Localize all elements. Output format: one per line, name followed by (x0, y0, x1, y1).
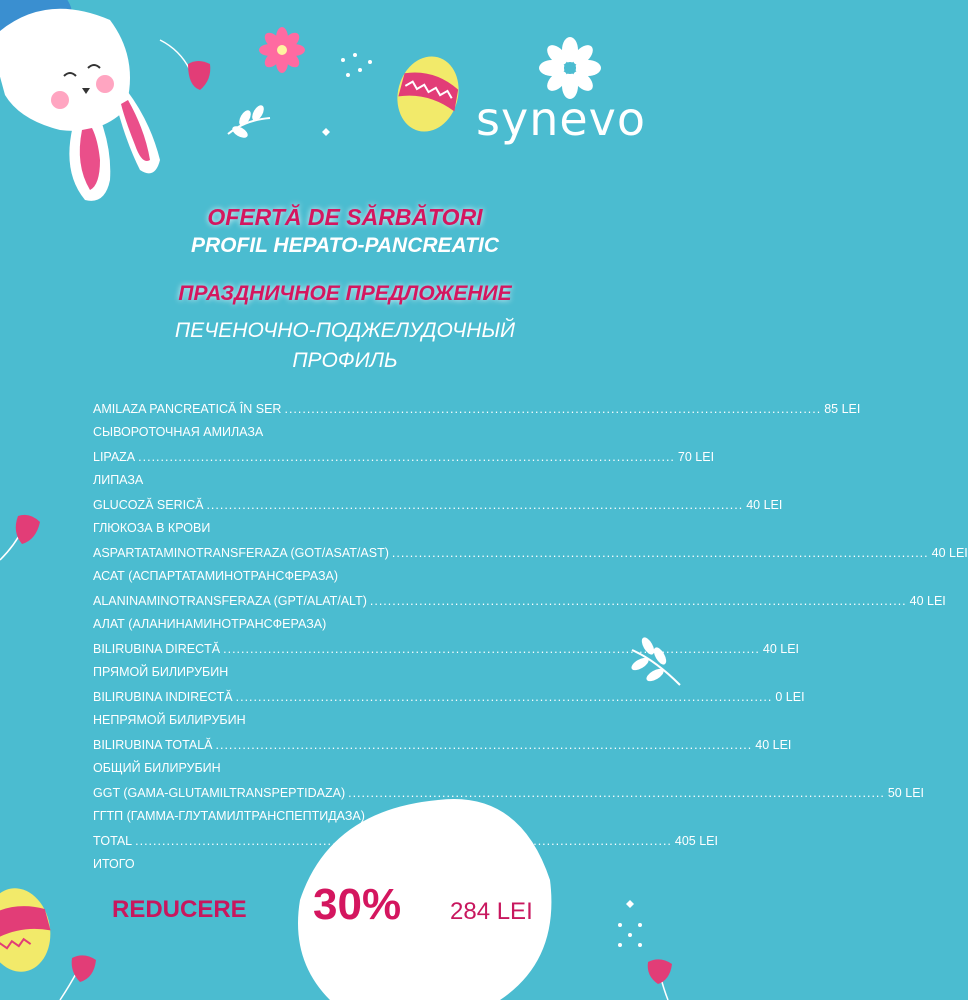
test-name-ru: ПРЯМОЙ БИЛИРУБИН (93, 665, 229, 679)
total-label-ro: TOTAL (93, 834, 133, 848)
list-item: BILIRUBINA TOTALĂ ........................................................................................................................ 40 LEI ОБЩИЙ БИЛИРУБИН (93, 738, 589, 786)
brand-name: synevo (476, 92, 647, 146)
test-name-ro: GGT (GAMA-GLUTAMILTRANSPEPTIDAZA) (93, 786, 346, 800)
test-name-ro: LIPAZA (93, 450, 136, 464)
test-price: 40 LEI (755, 738, 792, 752)
discounted-price: 284 LEI (450, 898, 533, 925)
list-item: LIPAZA ........................................................................................................................ 70 LEI ЛИПАЗА (93, 450, 589, 498)
test-name-ro: BILIRUBINA DIRECTĂ (93, 642, 221, 656)
tulip-icon (160, 40, 210, 90)
test-name-ru: АСАТ (АСПАРТАТАМИНОТРАНСФЕРАЗА) (93, 569, 339, 583)
test-name-ru: НЕПРЯМОЙ БИЛИРУБИН (93, 713, 246, 727)
tulip-icon (648, 959, 672, 1000)
list-item: ALANINAMINOTRANSFERAZA (GPT/ALAT/ALT) ........................................................................................................................ 40 LEI АЛАТ (АЛАНИНАМИНОТРАНСФЕРАЗА) (93, 594, 589, 642)
discount-percent: 30% (313, 880, 402, 929)
price-list (93, 402, 968, 882)
test-name-ro: AMILAZA PANCREATICĂ ÎN SER (93, 402, 282, 416)
list-item: BILIRUBINA INDIRECTĂ ........................................................................................................................ 0 LEI НЕПРЯМОЙ БИЛИРУБИН (93, 690, 589, 738)
profile-title-ro: PROFIL HEPATO-PANCREATIC (190, 234, 499, 257)
easter-egg-icon (0, 883, 57, 977)
test-price: 40 LEI (746, 498, 783, 512)
total-price: 405 LEI (674, 834, 718, 848)
list-item: ASPARTATAMINOTRANSFERAZA (GOT/ASAT/AST) ........................................................................................................................ 40 LEI АСАТ (АСПАРТАТАМИНОТРАНСФЕРАЗА) (93, 546, 589, 594)
offer-title-ru: ПРАЗДНИЧНОЕ ПРЕДЛОЖЕНИЕ (178, 282, 512, 305)
leaf-sprig-icon (228, 104, 270, 139)
test-price: 40 LEI (931, 546, 968, 560)
test-price: 85 LEI (824, 402, 861, 416)
tulip-icon (60, 955, 96, 1000)
test-name-ru: СЫВОРОТОЧНАЯ АМИЛАЗА (93, 425, 264, 439)
list-item: BILIRUBINA DIRECTĂ ........................................................................................................................ 40 LEI ПРЯМОЙ БИЛИРУБИН (93, 642, 589, 690)
tulip-icon (0, 515, 40, 560)
test-name-ro: BILIRUBINA INDIRECTĂ (93, 690, 233, 704)
test-name-ru: ОБЩИЙ БИЛИРУБИН (93, 761, 221, 775)
total-label-ru: ИТОГО (93, 857, 135, 871)
easter-egg-icon (389, 50, 467, 139)
test-price: 40 LEI (762, 642, 800, 656)
profile-title-ru: ПЕЧЕНОЧНО-ПОДЖЕЛУДОЧНЫЙ ПРОФИЛЬ (174, 319, 516, 372)
test-price: 0 LEI (775, 690, 805, 704)
flower-icon (259, 27, 305, 73)
test-name-ru: АЛАТ (АЛАНИНАМИНОТРАНСФЕРАЗА) (93, 617, 327, 631)
test-name-ro: GLUCOZĂ SERICĂ (93, 498, 204, 512)
test-price: 70 LEI (677, 450, 715, 464)
offer-title-ro: OFERTĂ DE SĂRBĂTORI (207, 204, 483, 230)
test-name-ru: ЛИПАЗА (93, 473, 144, 487)
test-name-ro: BILIRUBINA TOTALĂ (93, 738, 213, 752)
total-row: TOTAL ........................................................................................................................ 405 LEI ИТОГО (93, 834, 589, 882)
list-item: GLUCOZĂ SERICĂ ........................................................................................................................ 40 LEI ГЛЮКОЗА В КРОВИ (93, 498, 589, 546)
discount-label: REDUCERE (112, 896, 247, 923)
test-name-ro: ALANINAMINOTRANSFERAZA (GPT/ALAT/ALT) (93, 594, 367, 608)
bunny-illustration (0, 0, 160, 201)
list-item: AMILAZA PANCREATICĂ ÎN SER ........................................................................................................................ 85 LEI СЫВОРОТОЧНАЯ АМИЛАЗА (93, 402, 589, 450)
test-name-ru: ГГТП (ГАММА-ГЛУТАМИЛТРАНСПЕПТИДАЗА) (93, 809, 365, 823)
test-name-ru: ГЛЮКОЗА В КРОВИ (93, 521, 211, 535)
test-price: 50 LEI (887, 786, 924, 800)
test-name-ro: ASPARTATAMINOTRANSFERAZA (GOT/ASAT/AST) (93, 546, 389, 560)
list-item: GGT (GAMA-GLUTAMILTRANSPEPTIDAZA) ........................................................................................................................ 50 LEI ГГТП (ГАММА-ГЛУТАМИЛТРАНСПЕПТИДАЗА) (93, 786, 589, 834)
synevo-logo-icon (538, 36, 602, 100)
test-price: 40 LEI (909, 594, 946, 608)
